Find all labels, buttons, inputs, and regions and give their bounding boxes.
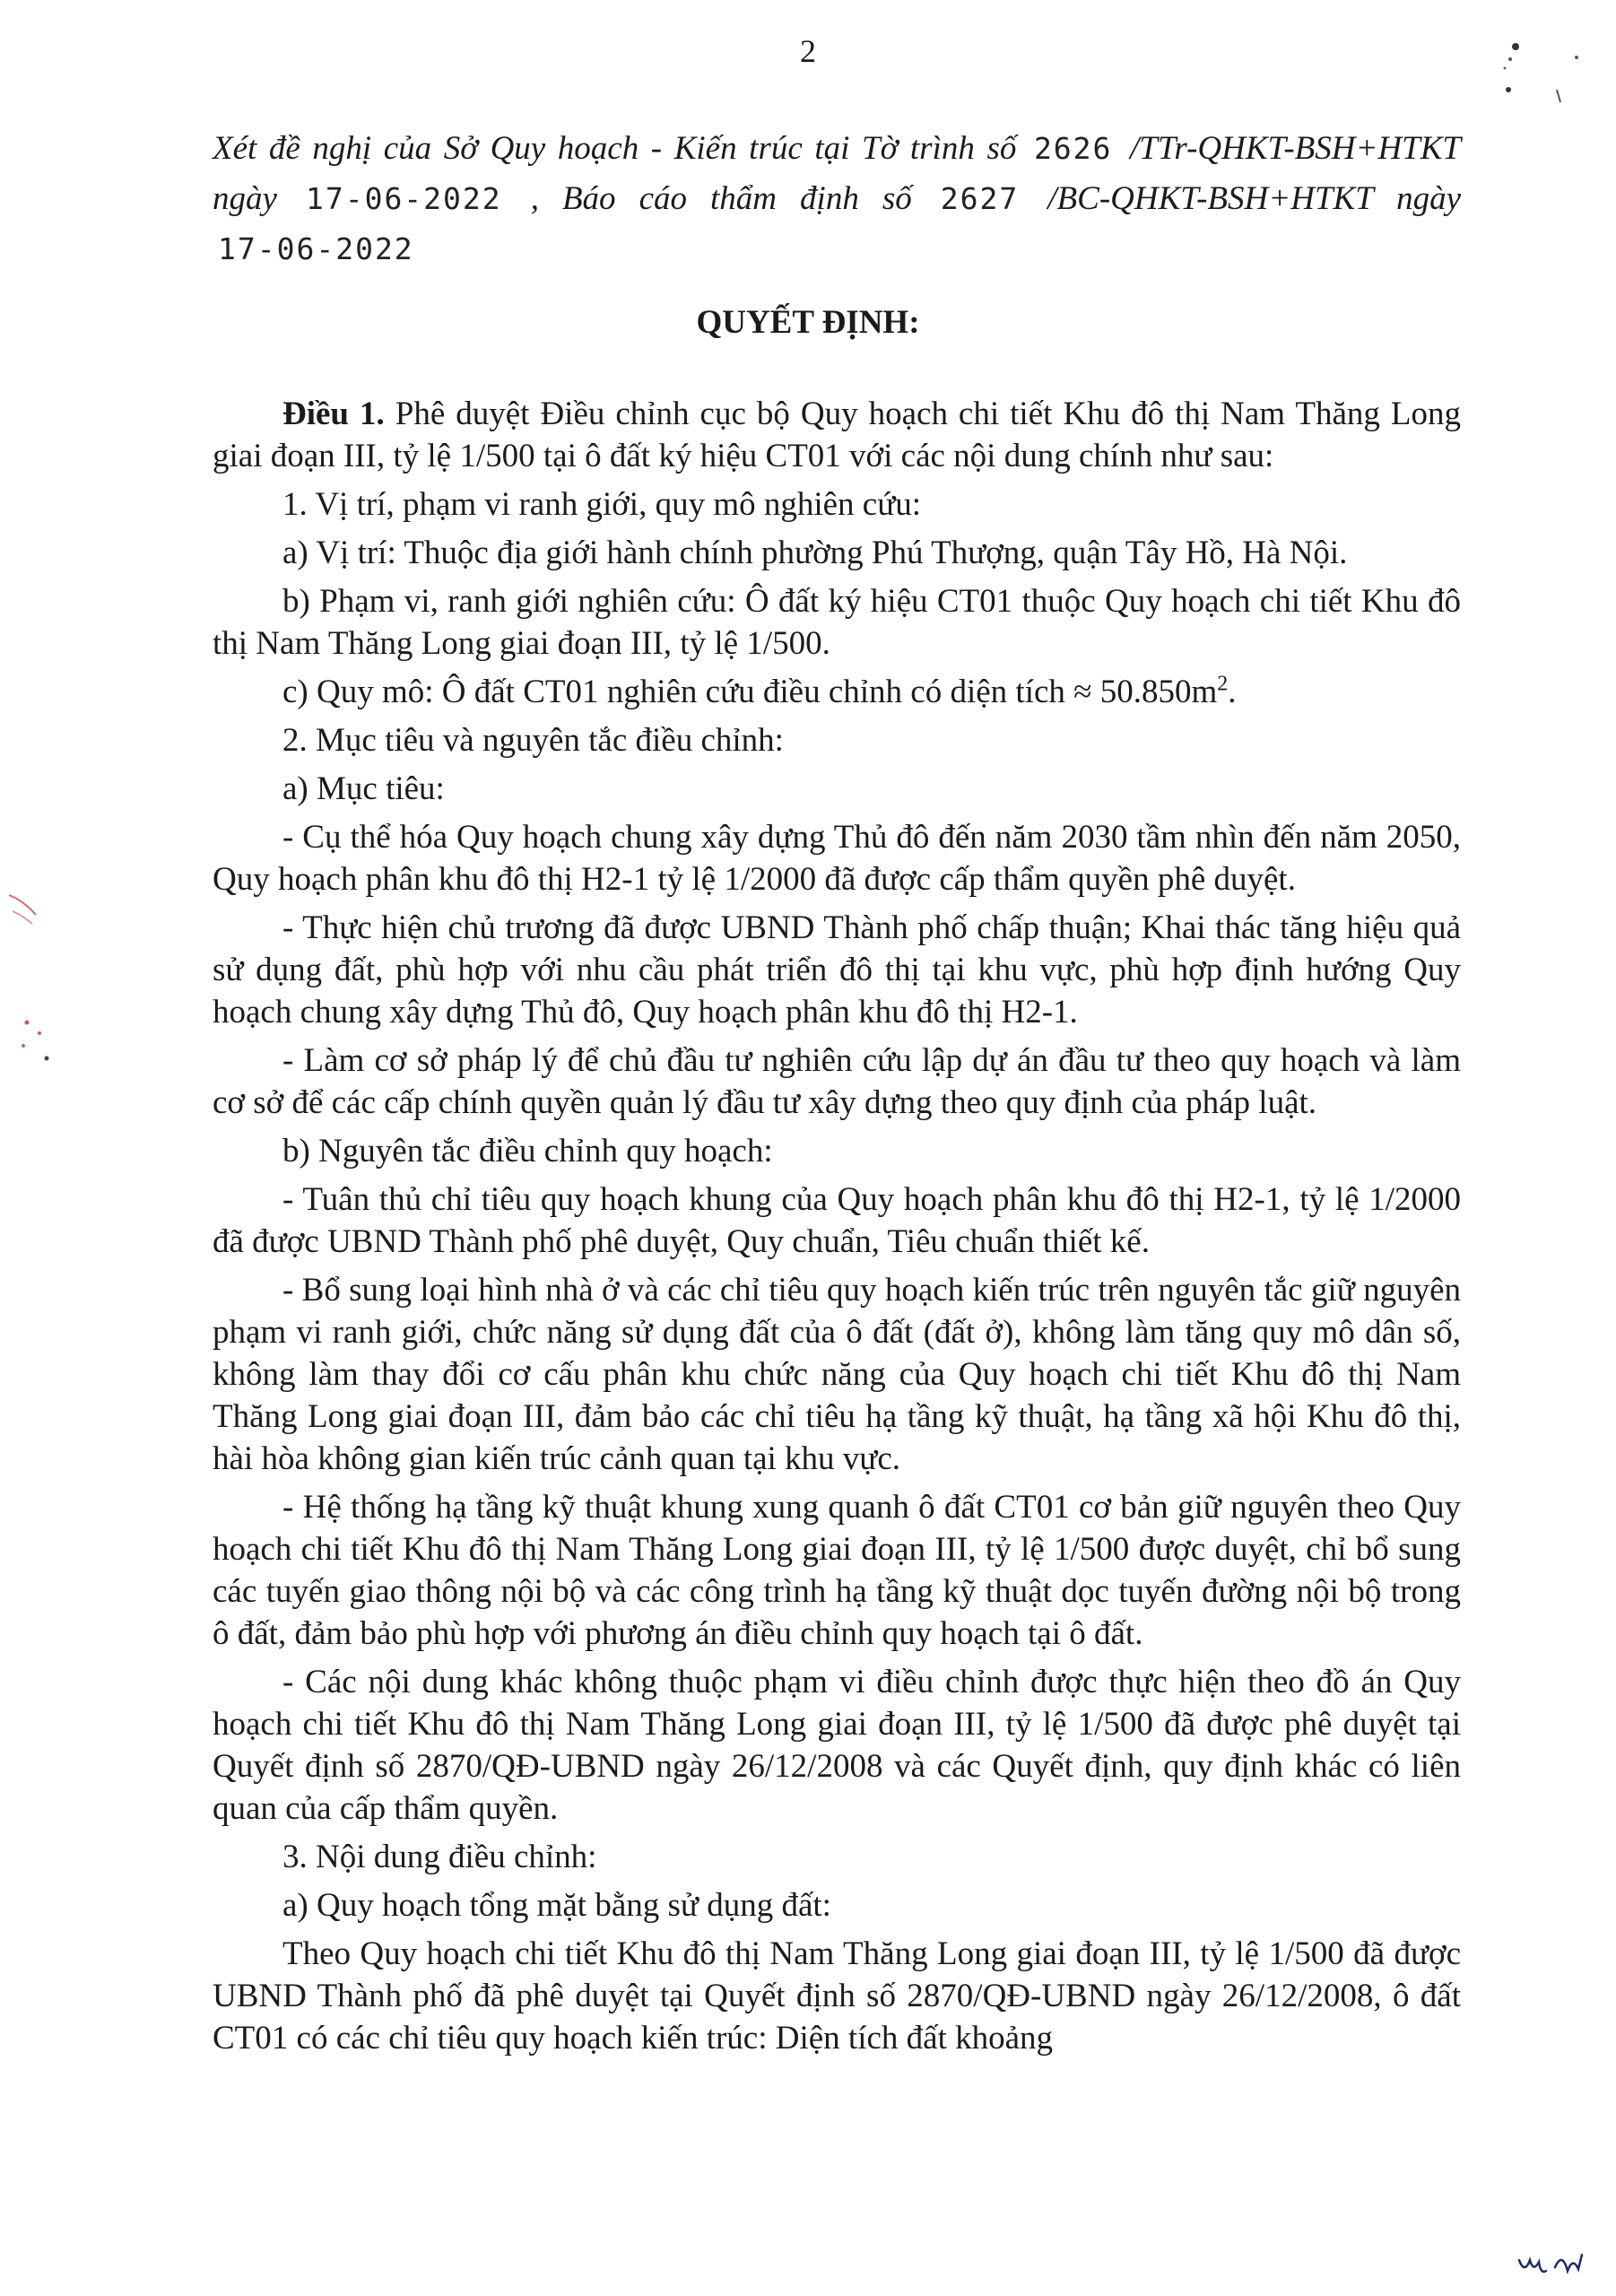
section-1-item-a: a) Vị trí: Thuộc địa giới hành chính phường Phú Thượng, quận Tây Hồ, Hà Nội.: [282, 535, 1348, 571]
preamble-text-3: , Báo cáo thẩm định số: [530, 180, 912, 217]
handwritten-initials-icon: [1516, 2242, 1605, 2287]
section-2-b-heading: b) Nguyên tắc điều chỉnh quy hoạch:: [282, 1133, 773, 1170]
section-1-item-b: b) Phạm vi, ranh giới nghiên cứu: Ô đất ký hiệu CT01 thuộc Quy hoạch chi tiết Khu đô thị Nam Thăng Long giai đoạn III, tỷ lệ 1/500.: [213, 583, 1461, 662]
principle-item: - Hệ thống hạ tầng kỹ thuật khung xung quanh ô đất CT01 cơ bản giữ nguyên theo Quy hoạch chi tiết Khu đô thị Nam Thăng Long giai đoạn III, tỷ lệ 1/500 được duyệt, chỉ bổ sung các tuyến giao thông nội bộ và các công trình hạ tầng kỹ thuật dọc tuyến đường nội bộ trong ô đất, đảm bảo phù hợp với phương án điều chỉnh quy hoạch tại ô đất.: [213, 1489, 1461, 1652]
objective-item: - Làm cơ sở pháp lý để chủ đầu tư nghiên cứu lập dự án đầu tư theo quy hoạch và làm cơ sở để các cấp chính quyền quản lý đầu tư xây dựng theo quy định của pháp luật.: [213, 1042, 1461, 1121]
principle-item: - Các nội dung khác không thuộc phạm vi điều chỉnh được thực hiện theo đồ án Quy hoạch chi tiết Khu đô thị Nam Thăng Long giai đoạn III, tỷ lệ 1/500 đã được phê duyệt tại Quyết định số 2870/QĐ-UBND ngày 26/12/2008 và các Quyết định, quy định khác có liên quan của cấp thẩm quyền.: [213, 1664, 1461, 1827]
decision-heading: QUYẾT ĐỊNH:: [696, 304, 920, 341]
section-3-a-text: Theo Quy hoạch chi tiết Khu đô thị Nam Thăng Long giai đoạn III, tỷ lệ 1/500 đã được UBND Thành phố đã phê duyệt tại Quyết định số 2870/QĐ-UBND ngày 26/12/2008, ô đất CT01 có các chỉ tiêu quy hoạch kiến trúc: Diện tích đất khoảng: [213, 1935, 1461, 2057]
section-1-item-c: [213, 671, 1461, 713]
objective-item: - Thực hiện chủ trương đã được UBND Thành phố chấp thuận; Khai thác tăng hiệu quả sử dụng đất, phù hợp với nhu cầu phát triển đô thị tại khu vực, phù hợp định hướng Quy hoạch chung xây dựng Thủ đô, Quy hoạch phân khu đô thị H2-1.: [213, 909, 1461, 1031]
report-date-stamp: 17-06-2022: [218, 231, 414, 266]
section-2-heading: 2. Mục tiêu và nguyên tắc điều chỉnh:: [282, 722, 784, 759]
section-2-a-heading: a) Mục tiêu:: [282, 770, 445, 807]
section-3-a-heading: a) Quy hoạch tổng mặt bằng sử dụng đất:: [282, 1887, 831, 1924]
preamble: [213, 124, 1461, 274]
preamble-text-4: /BC-QHKT-BSH+HTKT ngày: [1047, 180, 1462, 217]
preamble-text-2: /TTr-QHKT-BSH+HTKT ngày: [213, 130, 1462, 217]
principle-item: - Bổ sung loại hình nhà ở và các chỉ tiêu quy hoạch kiến trúc trên nguyên tắc giữ nguyên phạm vi ranh giới, chức năng sử dụng đất của ô đất (đất ở), không làm tăng quy mô dân số, không làm thay đổi cơ cấu phân khu chức năng của Quy hoạch chi tiết Khu đô thị Nam Thăng Long giai đoạn III, đảm bảo các chỉ tiêu hạ tầng kỹ thuật, hạ tầng xã hội Khu đô thị, hài hòa không gian kiến trúc cảnh quan tại khu vực.: [213, 1272, 1461, 1477]
article-1-label: Điều 1.: [282, 396, 385, 432]
principle-item: - Tuân thủ chỉ tiêu quy hoạch khung của Quy hoạch phân khu đô thị H2-1, tỷ lệ 1/2000 đã được UBND Thành phố phê duyệt, Quy chuẩn, Tiêu chuẩn thiết kế.: [213, 1181, 1461, 1260]
submission-date-stamp: 17-06-2022: [305, 181, 502, 216]
section-1-heading: 1. Vị trí, phạm vi ranh giới, quy mô nghiên cứu:: [282, 486, 922, 523]
document-body: [213, 393, 1461, 2066]
section-3-heading: 3. Nội dung điều chỉnh:: [282, 1839, 597, 1875]
submission-number-stamp: 2626: [1033, 131, 1113, 166]
preamble-text-1: Xét đề nghị của Sở Quy hoạch - Kiến trúc tại Tờ trình số: [213, 130, 1017, 167]
report-number-stamp: 2627: [940, 181, 1020, 216]
article-1-text: Phê duyệt Điều chỉnh cục bộ Quy hoạch chi tiết Khu đô thị Nam Thăng Long giai đoạn III, tỷ lệ 1/500 tại ô đất ký hiệu CT01 với các nội dung chính như sau:: [213, 396, 1462, 474]
area-text: c) Quy mô: Ô đất CT01 nghiên cứu điều chỉnh có diện tích ≈ 50.850m: [282, 674, 1218, 710]
article-1: [213, 393, 1461, 477]
objective-item: - Cụ thể hóa Quy hoạch chung xây dựng Thủ đô đến năm 2030 tầm nhìn đến năm 2050, Quy hoạch phân khu đô thị H2-1 tỷ lệ 1/2000 đã được cấp thẩm quyền phê duyệt.: [213, 819, 1461, 898]
area-unit-superscript: 2: [1217, 672, 1229, 696]
page-number: 2: [800, 33, 816, 69]
scan-marks-left-margin: [0, 888, 63, 1103]
area-text-end: .: [1228, 674, 1237, 710]
